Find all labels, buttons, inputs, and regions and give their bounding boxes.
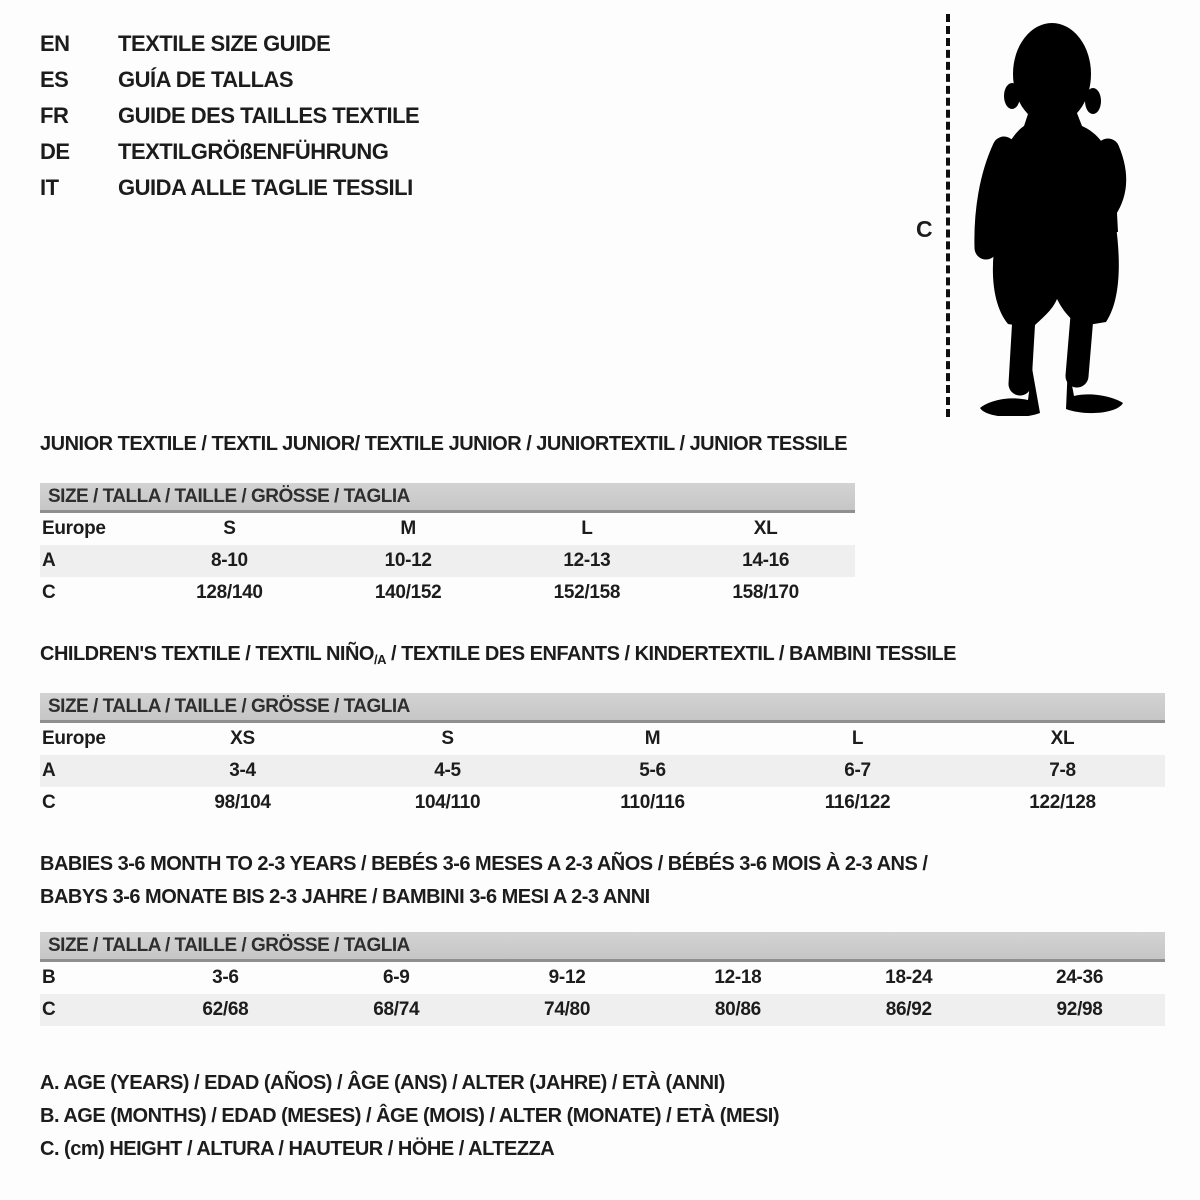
size-table-header: SIZE / TALLA / TAILLE / GRÖSSE / TAGLIA bbox=[40, 693, 1165, 723]
row-label: B bbox=[42, 967, 56, 988]
table-cell: 10-12 bbox=[384, 550, 432, 571]
table-cell: 18-24 bbox=[885, 967, 933, 988]
children-title-pre: CHILDREN'S TEXTILE / TEXTIL NIÑO bbox=[40, 643, 374, 665]
table-row bbox=[40, 994, 1165, 1026]
table-cell: S bbox=[441, 728, 454, 749]
table-cell: XS bbox=[230, 728, 255, 749]
row-label: Europe bbox=[42, 518, 106, 539]
table-cell: 74/80 bbox=[544, 999, 591, 1020]
junior-size-table bbox=[40, 483, 855, 609]
language-row-en bbox=[40, 26, 419, 62]
table-cell: 158/170 bbox=[732, 582, 799, 603]
language-label: TEXTILGRÖßENFÜHRUNG bbox=[118, 139, 389, 164]
table-cell: M bbox=[400, 518, 416, 539]
table-cell: XL bbox=[753, 518, 778, 539]
table-cell: 98/104 bbox=[214, 792, 271, 813]
row-label: C bbox=[42, 792, 56, 813]
table-cell: 12-18 bbox=[714, 967, 762, 988]
language-row-it bbox=[40, 170, 419, 206]
size-table-header: SIZE / TALLA / TAILLE / GRÖSSE / TAGLIA bbox=[40, 483, 855, 513]
table-cell: 128/140 bbox=[196, 582, 263, 603]
table-cell: 14-16 bbox=[742, 550, 790, 571]
row-label: Europe bbox=[42, 728, 106, 749]
table-cell: 6-7 bbox=[844, 760, 871, 781]
language-label: GUÍA DE TALLAS bbox=[118, 67, 294, 92]
row-label: C bbox=[42, 999, 56, 1020]
junior-section-title: JUNIOR TEXTILE / TEXTIL JUNIOR/ TEXTILE JUNIOR / JUNIORTEXTIL / JUNIOR TESSILE bbox=[40, 433, 848, 455]
table-cell: 122/128 bbox=[1029, 792, 1096, 813]
row-label: C bbox=[42, 582, 56, 603]
row-label: A bbox=[42, 760, 56, 781]
table-cell: 8-10 bbox=[210, 550, 248, 571]
table-cell: L bbox=[851, 728, 864, 749]
language-row-fr bbox=[40, 98, 419, 134]
children-size-table bbox=[40, 693, 1165, 819]
table-cell: 9-12 bbox=[548, 967, 586, 988]
language-code: IT bbox=[40, 175, 59, 200]
table-cell: 152/158 bbox=[553, 582, 621, 603]
size-table-header: SIZE / TALLA / TAILLE / GRÖSSE / TAGLIA bbox=[40, 932, 1165, 962]
table-cell: 5-6 bbox=[639, 760, 666, 781]
toddler-silhouette-icon bbox=[960, 16, 1140, 416]
row-label: A bbox=[42, 550, 56, 571]
table-cell: L bbox=[581, 518, 593, 539]
table-cell: 4-5 bbox=[434, 760, 461, 781]
height-measure-dashed-line bbox=[946, 14, 950, 417]
table-cell: S bbox=[223, 518, 236, 539]
table-cell: 92/98 bbox=[1056, 999, 1103, 1020]
height-measure-label: C bbox=[916, 216, 933, 242]
language-code: EN bbox=[40, 31, 70, 56]
table-cell: 116/122 bbox=[824, 792, 891, 813]
children-title-post: / TEXTILE DES ENFANTS / KINDERTEXTIL / BAMBINI TESSILE bbox=[385, 643, 956, 665]
table-cell: 68/74 bbox=[373, 999, 420, 1020]
table-cell: 86/92 bbox=[885, 999, 932, 1020]
table-row bbox=[40, 513, 855, 545]
table-row bbox=[40, 787, 1165, 819]
table-cell: 104/110 bbox=[414, 792, 481, 813]
language-label: GUIDE DES TAILLES TEXTILE bbox=[118, 103, 420, 128]
language-label: TEXTILE SIZE GUIDE bbox=[118, 31, 331, 56]
language-code: ES bbox=[40, 67, 69, 92]
babies-title-line1: BABIES 3-6 MONTH TO 2-3 YEARS / BEBÉS 3-6 MESES A 2-3 AÑOS / BÉBÉS 3-6 MOIS À 2-3 ANS / bbox=[40, 853, 928, 875]
babies-section-title bbox=[40, 848, 927, 914]
children-title-subscript: /A bbox=[373, 652, 386, 667]
legend-notes bbox=[40, 1072, 779, 1171]
note-age-years: A. AGE (YEARS) / EDAD (AÑOS) / ÂGE (ANS) / ALTER (JAHRE) / ETÀ (ANNI) bbox=[40, 1072, 725, 1094]
table-cell: M bbox=[644, 728, 661, 749]
table-cell: XL bbox=[1050, 728, 1075, 749]
language-code: FR bbox=[40, 103, 69, 128]
language-list bbox=[40, 26, 419, 206]
table-cell: 62/68 bbox=[202, 999, 249, 1020]
babies-size-table bbox=[40, 932, 1165, 1026]
table-cell: 12-13 bbox=[563, 550, 611, 571]
babies-title-line2: BABYS 3-6 MONATE BIS 2-3 JAHRE / BAMBINI 3-6 MESI A 2-3 ANNI bbox=[40, 886, 650, 908]
table-cell: 3-4 bbox=[229, 760, 256, 781]
children-section-title bbox=[40, 643, 956, 666]
table-cell: 3-6 bbox=[212, 967, 239, 988]
table-cell: 110/116 bbox=[620, 792, 685, 813]
table-cell: 7-8 bbox=[1049, 760, 1076, 781]
note-age-months: B. AGE (MONTHS) / EDAD (MESES) / ÂGE (MOIS) / ALTER (MONATE) / ETÀ (MESI) bbox=[40, 1105, 780, 1127]
language-row-de bbox=[40, 134, 419, 170]
table-row bbox=[40, 755, 1165, 787]
table-cell: 80/86 bbox=[714, 999, 761, 1020]
language-code: DE bbox=[40, 139, 70, 164]
table-row bbox=[40, 545, 855, 577]
language-row-es bbox=[40, 62, 419, 98]
language-label: GUIDA ALLE TAGLIE TESSILI bbox=[118, 175, 413, 200]
table-cell: 6-9 bbox=[382, 967, 410, 988]
table-row bbox=[40, 962, 1165, 994]
table-row bbox=[40, 723, 1165, 755]
table-row bbox=[40, 577, 855, 609]
note-height-cm: C. (cm) HEIGHT / ALTURA / HAUTEUR / HÖHE / ALTEZZA bbox=[40, 1138, 555, 1160]
table-cell: 24-36 bbox=[1056, 967, 1104, 988]
table-cell: 140/152 bbox=[374, 582, 442, 603]
